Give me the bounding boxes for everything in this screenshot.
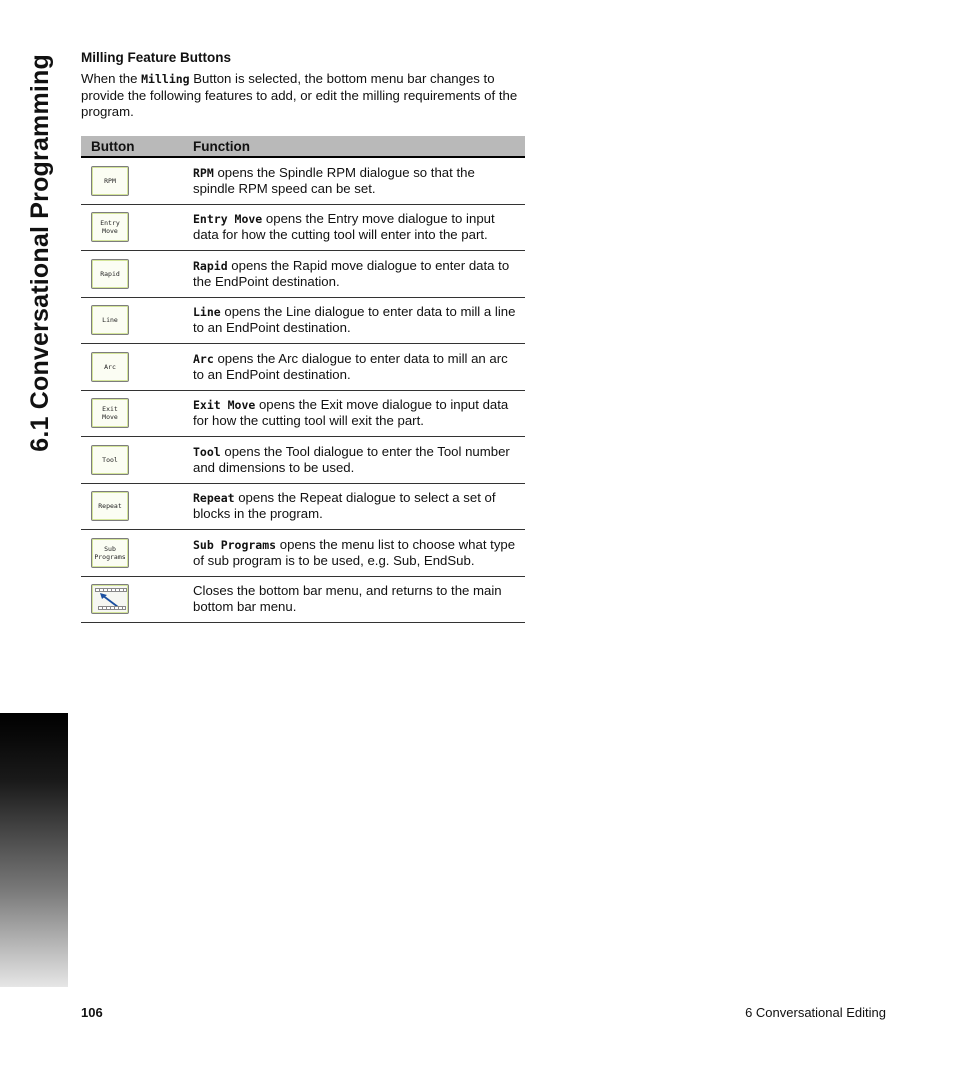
- button-cell: [81, 390, 193, 437]
- description: opens the Arc dialogue to enter data to mill an arc to an EndPoint destination.: [193, 350, 508, 382]
- table-row-arc: [81, 344, 525, 391]
- rpm-button[interactable]: RPM: [91, 166, 129, 196]
- description: opens the Spindle RPM dialogue so that the spindle RPM speed can be set.: [193, 164, 475, 196]
- function-cell: [193, 204, 525, 251]
- table-row-sub-programs: [81, 530, 525, 577]
- keyword: RPM: [193, 165, 214, 180]
- intro-text-after: Button is selected, the bottom menu bar changes to provide the following features to add, or edit the milling requirements of the program.: [81, 71, 518, 119]
- table-row-return-menu: [81, 576, 525, 623]
- intro-text-before: When the: [81, 71, 142, 86]
- function-cell: [193, 344, 525, 391]
- intro-paragraph: [81, 71, 526, 121]
- intro-code-milling: Milling: [141, 72, 190, 86]
- button-cell: [81, 576, 193, 623]
- chapter-side-title-text: 6.1 Conversational Programming: [26, 54, 54, 452]
- table-row-rpm: [81, 157, 525, 204]
- header-button: Button: [81, 136, 193, 157]
- table-row-repeat: [81, 483, 525, 530]
- button-cell: [81, 157, 193, 204]
- keyword: Exit Move: [193, 398, 256, 413]
- table-row-entry-move: [81, 204, 525, 251]
- page-number: 106: [81, 1005, 103, 1020]
- description: opens the Tool dialogue to enter the Tool number and dimensions to be used.: [193, 443, 510, 475]
- description: opens the Entry move dialogue to input data for how the cutting tool will enter into the part.: [193, 211, 495, 243]
- keyword: Sub Programs: [193, 537, 277, 552]
- function-cell: [193, 530, 525, 577]
- function-cell: [193, 483, 525, 530]
- description: opens the Rapid move dialogue to enter data to the EndPoint destination.: [193, 257, 510, 289]
- table-header-row: [81, 136, 525, 157]
- description: opens the menu list to choose what type of sub program is to be used, e.g. Sub, EndSub.: [193, 536, 516, 568]
- keyword: Arc: [193, 351, 214, 366]
- function-cell: [193, 157, 525, 204]
- menu-bar-graphic-bottom: [98, 606, 126, 610]
- sub-programs-button[interactable]: Sub Programs: [91, 538, 129, 568]
- arc-button[interactable]: Arc: [91, 352, 129, 382]
- function-cell: [193, 390, 525, 437]
- function-cell: [193, 297, 525, 344]
- keyword: Tool: [193, 444, 221, 459]
- repeat-button[interactable]: Repeat: [91, 491, 129, 521]
- description: Closes the bottom bar menu, and returns to the main bottom bar menu.: [193, 583, 502, 615]
- description: opens the Repeat dialogue to select a set of blocks in the program.: [193, 490, 496, 522]
- button-cell: [81, 483, 193, 530]
- table-row-exit-move: [81, 390, 525, 437]
- table-row-line: [81, 297, 525, 344]
- keyword: Entry Move: [193, 212, 263, 227]
- tool-button[interactable]: Tool: [91, 445, 129, 475]
- function-cell: [193, 576, 525, 623]
- line-button[interactable]: Line: [91, 305, 129, 335]
- button-cell: [81, 297, 193, 344]
- function-cell: [193, 251, 525, 298]
- rapid-button[interactable]: Rapid: [91, 259, 129, 289]
- footer-chapter: 6 Conversational Editing: [745, 1005, 886, 1020]
- button-cell: [81, 204, 193, 251]
- button-cell: [81, 251, 193, 298]
- button-cell: [81, 530, 193, 577]
- function-cell: [193, 437, 525, 484]
- chapter-tab-gradient: [0, 713, 68, 987]
- keyword: Repeat: [193, 491, 235, 506]
- description: opens the Exit move dialogue to input data for how the cutting tool will exit the part.: [193, 397, 509, 429]
- button-cell: [81, 437, 193, 484]
- keyword: Line: [193, 305, 221, 320]
- entry-move-button[interactable]: Entry Move: [91, 212, 129, 242]
- keyword: Rapid: [193, 258, 228, 273]
- description: opens the Line dialogue to enter data to mill a line to an EndPoint destination.: [193, 304, 516, 336]
- section-heading: Milling Feature Buttons: [81, 50, 231, 65]
- button-cell: [81, 344, 193, 391]
- exit-move-button[interactable]: Exit Move: [91, 398, 129, 428]
- return-to-main-menu-button[interactable]: [91, 584, 129, 614]
- table-row-rapid: [81, 251, 525, 298]
- milling-features-table: [81, 136, 525, 623]
- header-function: Function: [193, 136, 525, 157]
- table-row-tool: [81, 437, 525, 484]
- chapter-side-title: [22, 54, 58, 454]
